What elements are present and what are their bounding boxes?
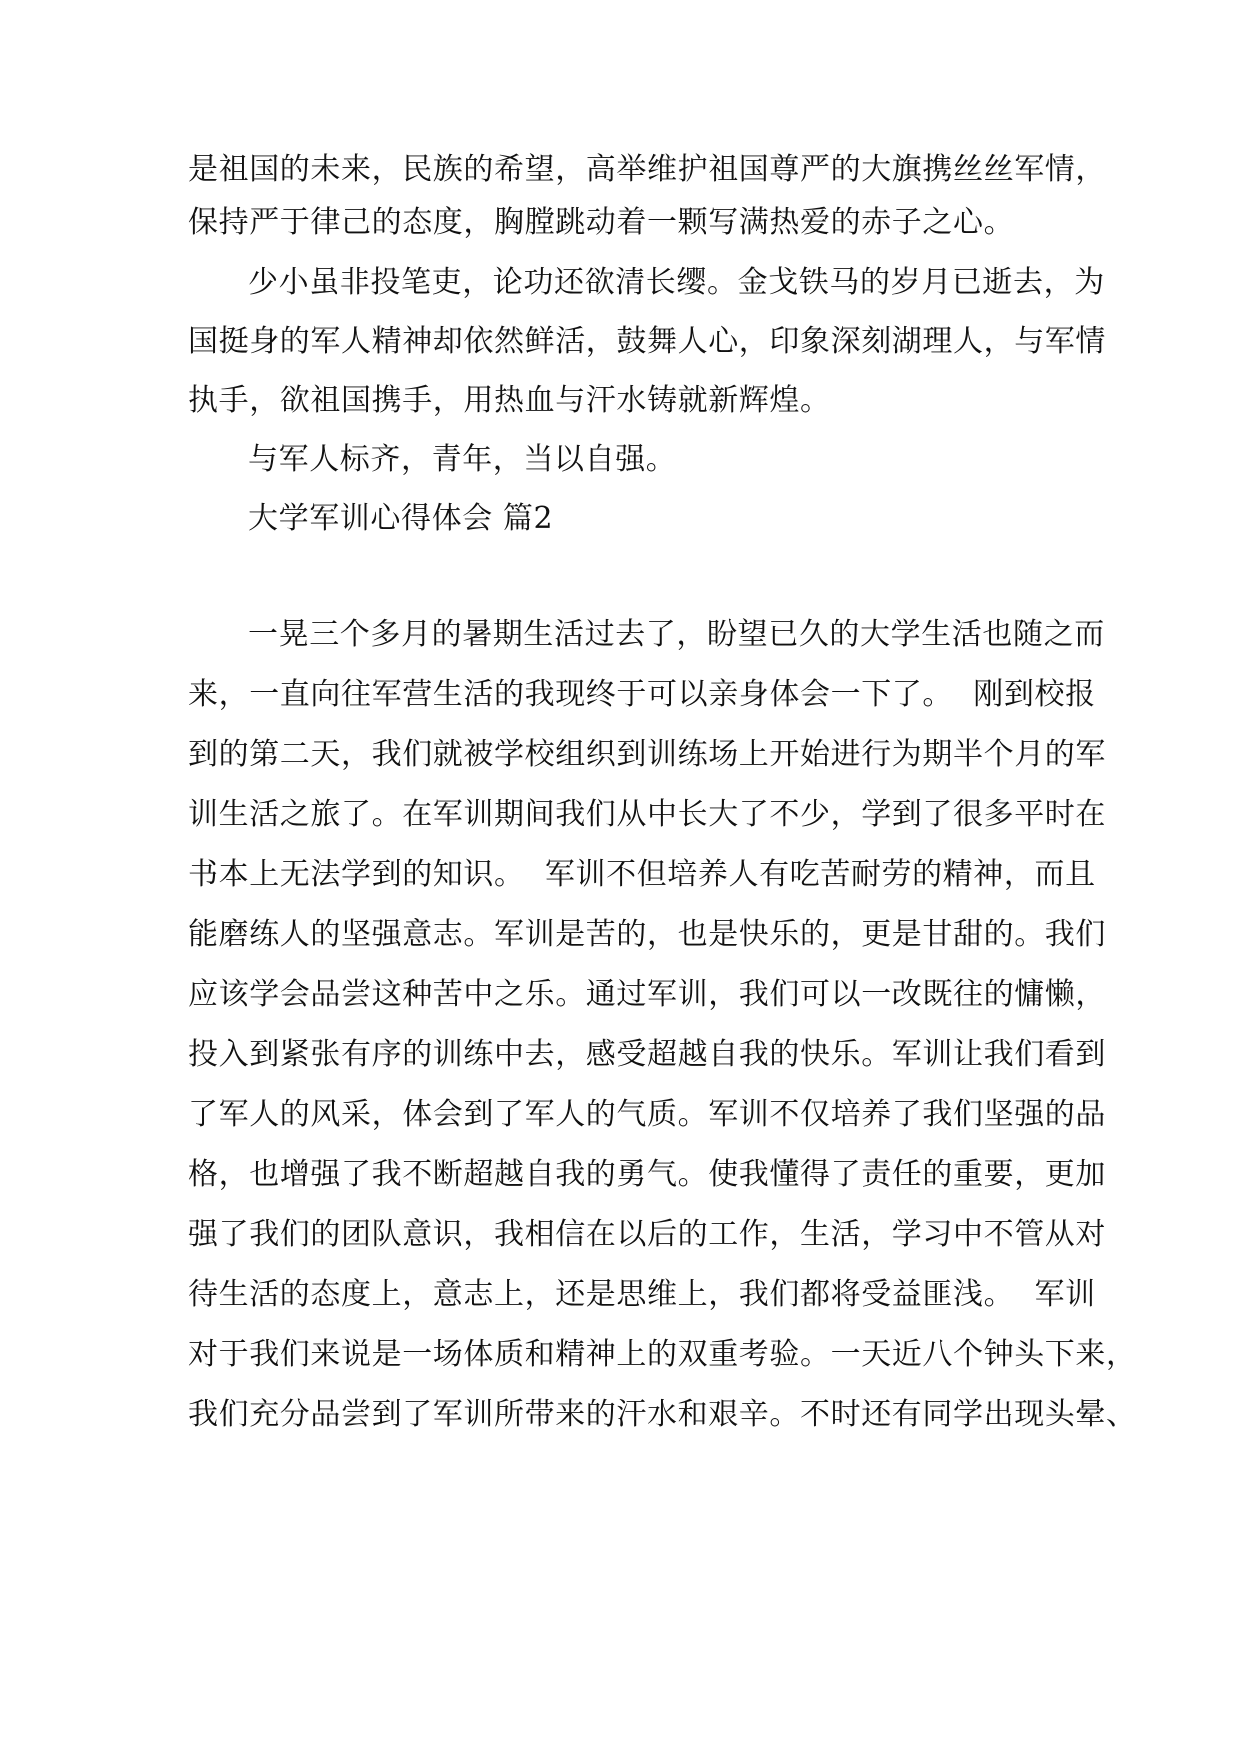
text-line: 应该学会品尝这种苦中之乐。通过军训，我们可以一改既往的慵懒， <box>188 977 1106 1012</box>
text-line: 执手，欲祖国携手，用热血与汗水铸就新辉煌。 <box>188 383 831 418</box>
text-line: 少小虽非投笔吏，论功还欲清长缨。金戈铁马的岁月已逝去，为 <box>248 265 1105 300</box>
text-line: 是祖国的未来，民族的希望，高举维护祖国尊严的大旗携丝丝军情， <box>188 152 1106 187</box>
text-line: 我们充分品尝到了军训所带来的汗水和艰辛。不时还有同学出现头晕、 <box>188 1397 1137 1432</box>
text-line: 对于我们来说是一场体质和精神上的双重考验。一天近八个钟头下来， <box>188 1337 1137 1372</box>
text-line: 保持严于律己的态度，胸膛跳动着一颗写满热爱的赤子之心。 <box>188 205 1015 240</box>
text-line: 了军人的风采，体会到了军人的气质。军训不仅培养了我们坚强的品 <box>188 1097 1106 1132</box>
text-line: 到的第二天，我们就被学校组织到训练场上开始进行为期半个月的军 <box>188 737 1106 772</box>
text-line: 待生活的态度上，意志上，还是思维上，我们都将受益匪浅。 军训 <box>188 1277 1096 1312</box>
section-heading: 大学军训心得体会 篇2 <box>248 501 554 536</box>
text-line: 训生活之旅了。在军训期间我们从中长大了不少，学到了很多平时在 <box>188 797 1106 832</box>
text-line: 书本上无法学到的知识。 军训不但培养人有吃苦耐劳的精神，而且 <box>188 857 1096 892</box>
text-line: 强了我们的团队意识，我相信在以后的工作，生活，学习中不管从对 <box>188 1217 1106 1252</box>
text-line: 格，也增强了我不断超越自我的勇气。使我懂得了责任的重要，更加 <box>188 1157 1106 1192</box>
text-line: 与军人标齐，青年，当以自强。 <box>248 442 677 477</box>
text-line: 来，一直向往军营生活的我现终于可以亲身体会一下了。 刚到校报 <box>188 677 1096 712</box>
text-line: 投入到紧张有序的训练中去，感受超越自我的快乐。军训让我们看到 <box>188 1037 1106 1072</box>
text-line: 国挺身的军人精神却依然鲜活，鼓舞人心，印象深刻湖理人，与军情 <box>188 324 1106 359</box>
text-line: 一晃三个多月的暑期生活过去了，盼望已久的大学生活也随之而 <box>248 617 1105 652</box>
text-line: 能磨练人的坚强意志。军训是苦的，也是快乐的，更是甘甜的。我们 <box>188 917 1106 952</box>
